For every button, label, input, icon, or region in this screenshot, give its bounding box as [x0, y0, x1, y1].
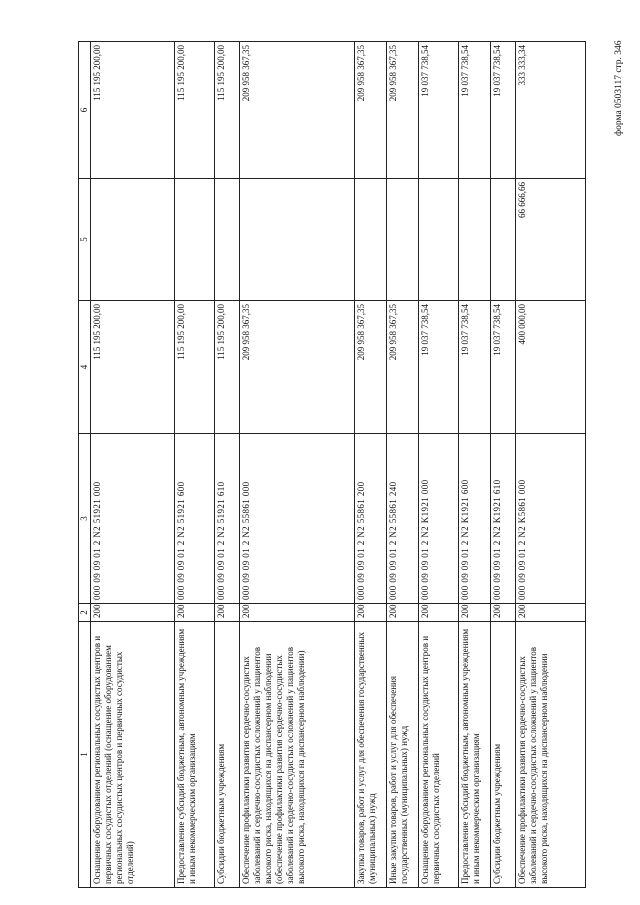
- line-code: 200: [214, 604, 239, 622]
- executed-amount: [214, 179, 239, 301]
- column-number-4: 4: [79, 301, 91, 434]
- budget-code: 000 09 09 01 2 N2 55861 200: [354, 434, 386, 604]
- approved-amount: 19 037 738,54: [418, 301, 458, 434]
- approved-amount: 209 958 367,35: [386, 301, 418, 434]
- budget-code: 000 09 09 01 2 N2 51921 600: [174, 434, 214, 604]
- column-number-3: 3: [79, 434, 91, 604]
- rotated-table-wrapper: [78, 42, 606, 888]
- budget-code: 000 09 09 01 2 N2 51921 610: [214, 434, 239, 604]
- line-code: 200: [515, 604, 585, 622]
- unexecuted-amount: 19 037 738,54: [490, 42, 515, 179]
- budget-code: 000 09 09 01 2 N2 51921 000: [90, 434, 174, 604]
- unexecuted-amount: 19 037 738,54: [418, 42, 458, 179]
- approved-amount: 115 195 200,00: [214, 301, 239, 434]
- column-number-6: 6: [79, 42, 91, 179]
- row-name: Субсидии бюджетным учреждениям: [214, 622, 239, 888]
- unexecuted-amount: 333 333,34: [515, 42, 585, 179]
- line-code: 200: [239, 604, 354, 622]
- column-number-row: [79, 42, 91, 888]
- table-row: [90, 42, 174, 888]
- row-name: Обеспечение профилактики развития сердечно-сосудистых заболеваний и сердечно-сосудистых осложнений у пациентов высокого риска, находящихся на диспансерном наблюдении (обеспечение профилактики развития сердечно-сосудистых заболеваний и сердечно-сосудистых осложнений у пациентов высокого риска, находящихся на диспансерном наблюдении): [239, 622, 354, 888]
- row-name: Закупка товаров, работ и услуг для обеспечения государственных (муниципальных) нужд: [354, 622, 386, 888]
- approved-amount: 400 000,00: [515, 301, 585, 434]
- budget-code: 000 09 09 01 2 N2 K1921 000: [418, 434, 458, 604]
- approved-amount: 209 958 367,35: [354, 301, 386, 434]
- executed-amount: 66 666,66: [515, 179, 585, 301]
- table-row: [354, 42, 386, 888]
- table-row: [214, 42, 239, 888]
- table-row: [418, 42, 458, 888]
- executed-amount: [354, 179, 386, 301]
- budget-code: 000 09 09 01 2 N2 K1921 610: [490, 434, 515, 604]
- unexecuted-amount: 19 037 738,54: [458, 42, 490, 179]
- column-number-5: 5: [79, 179, 91, 301]
- row-name: Иные закупки товаров, работ и услуг для обеспечения государственных (муниципальных) нужд: [386, 622, 418, 888]
- row-name: Субсидии бюджетным учреждениям: [490, 622, 515, 888]
- column-number-2: 2: [79, 604, 91, 622]
- line-code: 200: [174, 604, 214, 622]
- unexecuted-amount: 115 195 200,00: [214, 42, 239, 179]
- table-row: [515, 42, 585, 888]
- row-name: Предоставление субсидий бюджетным, автономным учреждениям и иным некоммерческим организациям: [174, 622, 214, 888]
- executed-amount: [174, 179, 214, 301]
- row-name: Оснащение оборудованием региональных сосудистых центров и первичных сосудистых отделений (оснащение оборудованием региональных сосудистых центров и первичных сосудистых отделений): [90, 622, 174, 888]
- form-reference: форма 0503117 стр. 346: [614, 40, 624, 136]
- executed-amount: [239, 179, 354, 301]
- line-code: 200: [458, 604, 490, 622]
- unexecuted-amount: 209 958 367,35: [354, 42, 386, 179]
- approved-amount: 19 037 738,54: [458, 301, 490, 434]
- unexecuted-amount: 115 195 200,00: [174, 42, 214, 179]
- budget-code: 000 09 09 01 2 N2 K1921 600: [458, 434, 490, 604]
- budget-table: [78, 41, 586, 888]
- unexecuted-amount: 209 958 367,35: [386, 42, 418, 179]
- line-code: 200: [90, 604, 174, 622]
- table-row: [239, 42, 354, 888]
- table-row: [490, 42, 515, 888]
- executed-amount: [490, 179, 515, 301]
- budget-code: 000 09 09 01 2 N2 K5861 000: [515, 434, 585, 604]
- page-header: [610, 8, 630, 208]
- budget-code: 000 09 09 01 2 N2 55861 240: [386, 434, 418, 604]
- line-code: 200: [354, 604, 386, 622]
- line-code: 200: [490, 604, 515, 622]
- approved-amount: 115 195 200,00: [174, 301, 214, 434]
- budget-code: 000 09 09 01 2 N2 55861 000: [239, 434, 354, 604]
- row-name: Оснащение оборудованием региональных сосудистых центров и первичных сосудистых отделений: [418, 622, 458, 888]
- executed-amount: [418, 179, 458, 301]
- unexecuted-amount: 209 958 367,35: [239, 42, 354, 179]
- table-row: [386, 42, 418, 888]
- row-name: Предоставление субсидий бюджетным, автономным учреждениям и иным некоммерческим организациям: [458, 622, 490, 888]
- executed-amount: [458, 179, 490, 301]
- approved-amount: 209 958 367,35: [239, 301, 354, 434]
- line-code: 200: [418, 604, 458, 622]
- approved-amount: 19 037 738,54: [490, 301, 515, 434]
- unexecuted-amount: 115 195 200,00: [90, 42, 174, 179]
- executed-amount: [90, 179, 174, 301]
- column-number-1: 1: [79, 622, 91, 888]
- approved-amount: 115 195 200,00: [90, 301, 174, 434]
- table-row: [174, 42, 214, 888]
- line-code: 200: [386, 604, 418, 622]
- row-name: Обеспечение профилактики развития сердечно-сосудистых заболеваний и сердечно-сосудистых осложнений у пациентов высокого риска, находящихся на диспансерном наблюдении: [515, 622, 585, 888]
- executed-amount: [386, 179, 418, 301]
- table-row: [458, 42, 490, 888]
